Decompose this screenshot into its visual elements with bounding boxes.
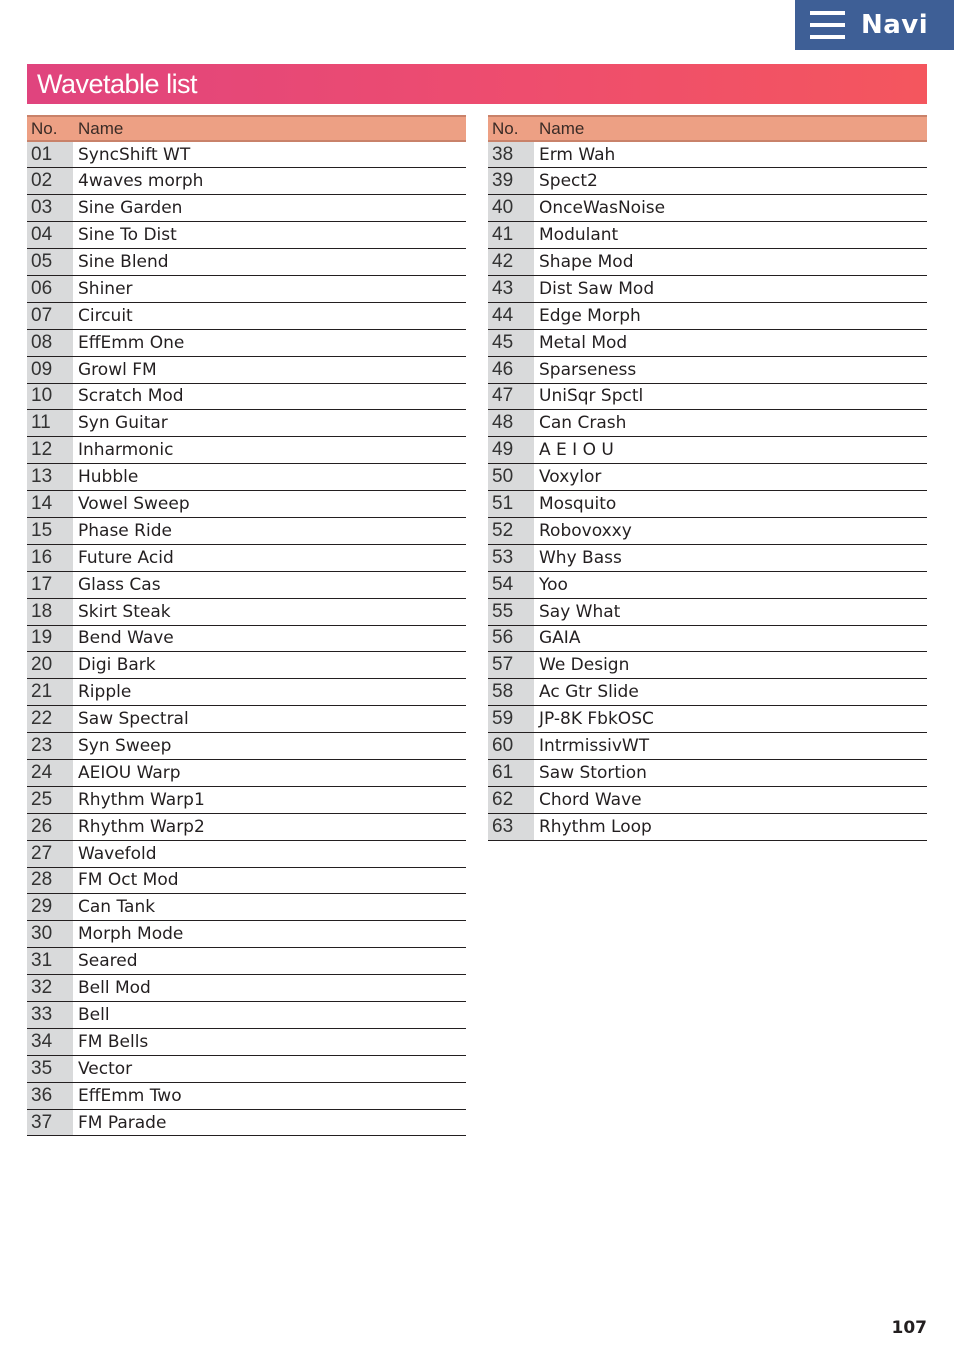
wavetable-number: 31 — [27, 948, 73, 975]
wavetable-number: 54 — [488, 571, 534, 598]
section-title-banner — [27, 64, 927, 104]
wavetable-number: 33 — [27, 1002, 73, 1029]
wavetable-number: 30 — [27, 921, 73, 948]
wavetable-table-right — [488, 115, 927, 841]
wavetable-number: 57 — [488, 652, 534, 679]
table-row — [27, 813, 466, 840]
wavetable-number: 19 — [27, 625, 73, 652]
wavetable-name: Digi Bark — [73, 652, 466, 679]
wavetable-name: Skirt Steak — [73, 598, 466, 625]
wavetable-name: Inharmonic — [73, 437, 466, 464]
wavetable-number: 45 — [488, 329, 534, 356]
wavetable-number: 36 — [27, 1082, 73, 1109]
table-row — [27, 598, 466, 625]
table-row — [27, 195, 466, 222]
wavetable-number: 38 — [488, 141, 534, 168]
wavetable-number: 09 — [27, 356, 73, 383]
wavetable-name: Can Tank — [73, 894, 466, 921]
wavetable-table-left — [27, 115, 466, 1136]
table-row — [27, 544, 466, 571]
wavetable-number: 02 — [27, 168, 73, 195]
navi-button[interactable] — [795, 0, 954, 50]
table-body-right — [488, 141, 927, 840]
wavetable-number: 07 — [27, 302, 73, 329]
table-row — [488, 437, 927, 464]
wavetable-number: 29 — [27, 894, 73, 921]
wavetable-number: 58 — [488, 679, 534, 706]
wavetable-name: Sparseness — [534, 356, 927, 383]
column-header-name: Name — [534, 116, 927, 141]
wavetable-number: 40 — [488, 195, 534, 222]
table-row — [27, 894, 466, 921]
table-row — [488, 759, 927, 786]
wavetable-number: 23 — [27, 733, 73, 760]
wavetable-number: 12 — [27, 437, 73, 464]
table-row — [27, 867, 466, 894]
wavetable-number: 22 — [27, 706, 73, 733]
page-number: 107 — [891, 1318, 927, 1338]
wavetable-number: 21 — [27, 679, 73, 706]
table-row — [488, 222, 927, 249]
table-row — [488, 571, 927, 598]
table-row — [27, 168, 466, 195]
wavetable-number: 47 — [488, 383, 534, 410]
wavetable-name: FM Oct Mod — [73, 867, 466, 894]
wavetable-name: EffEmm Two — [73, 1082, 466, 1109]
wavetable-number: 34 — [27, 1028, 73, 1055]
wavetable-name: FM Bells — [73, 1028, 466, 1055]
wavetable-name: Metal Mod — [534, 329, 927, 356]
wavetable-name: Shape Mod — [534, 249, 927, 276]
wavetable-name: Vector — [73, 1055, 466, 1082]
wavetable-number: 49 — [488, 437, 534, 464]
wavetable-number: 04 — [27, 222, 73, 249]
wavetable-name: Glass Cas — [73, 571, 466, 598]
wavetable-number: 37 — [27, 1109, 73, 1136]
table-row — [27, 329, 466, 356]
table-row — [488, 517, 927, 544]
wavetable-name: Growl FM — [73, 356, 466, 383]
wavetable-name: Ac Gtr Slide — [534, 679, 927, 706]
wavetable-name: Sine Garden — [73, 195, 466, 222]
wavetable-name: We Design — [534, 652, 927, 679]
wavetable-number: 48 — [488, 410, 534, 437]
wavetable-number: 42 — [488, 249, 534, 276]
table-row — [488, 249, 927, 276]
wavetable-name: Modulant — [534, 222, 927, 249]
wavetable-name: Can Crash — [534, 410, 927, 437]
wavetable-number: 55 — [488, 598, 534, 625]
wavetable-name: Rhythm Warp2 — [73, 813, 466, 840]
table-row — [27, 517, 466, 544]
wavetable-number: 17 — [27, 571, 73, 598]
wavetable-number: 56 — [488, 625, 534, 652]
table-row — [488, 733, 927, 760]
table-row — [27, 464, 466, 491]
wavetable-name: Mosquito — [534, 491, 927, 518]
wavetable-number: 53 — [488, 544, 534, 571]
wavetable-name: EffEmm One — [73, 329, 466, 356]
wavetable-name: Dist Saw Mod — [534, 275, 927, 302]
wavetable-number: 27 — [27, 840, 73, 867]
table-row — [27, 948, 466, 975]
wavetable-number: 28 — [27, 867, 73, 894]
table-row — [27, 625, 466, 652]
wavetable-name: Future Acid — [73, 544, 466, 571]
wavetable-name: SyncShift WT — [73, 141, 466, 168]
table-row — [27, 571, 466, 598]
wavetable-number: 03 — [27, 195, 73, 222]
table-row — [27, 356, 466, 383]
table-row — [488, 786, 927, 813]
wavetable-number: 10 — [27, 383, 73, 410]
wavetable-name: Bell — [73, 1002, 466, 1029]
wavetable-number: 44 — [488, 302, 534, 329]
wavetable-name: Saw Stortion — [534, 759, 927, 786]
wavetable-number: 32 — [27, 975, 73, 1002]
column-header-name: Name — [73, 116, 466, 141]
wavetable-name: Saw Spectral — [73, 706, 466, 733]
table-row — [488, 679, 927, 706]
table-row — [27, 437, 466, 464]
wavetable-name: Bell Mod — [73, 975, 466, 1002]
table-row — [27, 302, 466, 329]
table-header-row — [27, 116, 466, 141]
wavetable-name: JP-8K FbkOSC — [534, 706, 927, 733]
wavetable-number: 39 — [488, 168, 534, 195]
table-header-row — [488, 116, 927, 141]
wavetable-name: Ripple — [73, 679, 466, 706]
wavetable-number: 05 — [27, 249, 73, 276]
table-row — [488, 813, 927, 840]
wavetable-name: Scratch Mod — [73, 383, 466, 410]
wavetable-name: Morph Mode — [73, 921, 466, 948]
wavetable-name: OnceWasNoise — [534, 195, 927, 222]
table-row — [488, 706, 927, 733]
wavetable-name: Syn Sweep — [73, 733, 466, 760]
wavetable-name: Say What — [534, 598, 927, 625]
table-row — [27, 733, 466, 760]
wavetable-name: Voxylor — [534, 464, 927, 491]
table-row — [488, 168, 927, 195]
wavetable-name: Yoo — [534, 571, 927, 598]
hamburger-menu-icon — [810, 11, 845, 39]
table-row — [488, 410, 927, 437]
wavetable-number: 11 — [27, 410, 73, 437]
wavetable-number: 18 — [27, 598, 73, 625]
wavetable-number: 16 — [27, 544, 73, 571]
table-row — [27, 652, 466, 679]
wavetable-name: Robovoxxy — [534, 517, 927, 544]
wavetable-number: 50 — [488, 464, 534, 491]
table-row — [488, 625, 927, 652]
wavetable-name: Wavefold — [73, 840, 466, 867]
table-row — [27, 275, 466, 302]
table-row — [27, 679, 466, 706]
wavetable-name: AEIOU Warp — [73, 759, 466, 786]
table-row — [27, 921, 466, 948]
wavetable-name: GAIA — [534, 625, 927, 652]
table-row — [27, 1028, 466, 1055]
table-row — [27, 1002, 466, 1029]
wavetable-number: 24 — [27, 759, 73, 786]
wavetable-number: 43 — [488, 275, 534, 302]
wavetable-number: 35 — [27, 1055, 73, 1082]
wavetable-name: Rhythm Warp1 — [73, 786, 466, 813]
table-row — [488, 491, 927, 518]
wavetable-name: FM Parade — [73, 1109, 466, 1136]
wavetable-number: 25 — [27, 786, 73, 813]
wavetable-number: 01 — [27, 141, 73, 168]
table-row — [27, 383, 466, 410]
table-row — [488, 329, 927, 356]
wavetable-number: 15 — [27, 517, 73, 544]
table-row — [488, 356, 927, 383]
wavetable-number: 62 — [488, 786, 534, 813]
wavetable-number: 60 — [488, 733, 534, 760]
wavetable-name: Circuit — [73, 302, 466, 329]
table-row — [27, 706, 466, 733]
wavetable-name: Chord Wave — [534, 786, 927, 813]
wavetable-number: 20 — [27, 652, 73, 679]
wavetable-number: 26 — [27, 813, 73, 840]
table-row — [27, 222, 466, 249]
wavetable-number: 06 — [27, 275, 73, 302]
wavetable-name: IntrmissivWT — [534, 733, 927, 760]
wavetable-name: Phase Ride — [73, 517, 466, 544]
table-row — [27, 1055, 466, 1082]
table-row — [488, 302, 927, 329]
table-row — [488, 464, 927, 491]
table-row — [27, 141, 466, 168]
wavetable-name: Shiner — [73, 275, 466, 302]
wavetable-name: 4waves morph — [73, 168, 466, 195]
wavetable-number: 08 — [27, 329, 73, 356]
wavetable-name: Erm Wah — [534, 141, 927, 168]
wavetable-number: 13 — [27, 464, 73, 491]
wavetable-name: Seared — [73, 948, 466, 975]
wavetable-number: 14 — [27, 491, 73, 518]
column-header-no: No. — [488, 116, 534, 141]
table-row — [27, 1109, 466, 1136]
wavetable-name: Bend Wave — [73, 625, 466, 652]
table-row — [488, 544, 927, 571]
table-row — [488, 383, 927, 410]
table-body-left — [27, 141, 466, 1136]
wavetable-name: Edge Morph — [534, 302, 927, 329]
table-row — [488, 598, 927, 625]
wavetable-number: 63 — [488, 813, 534, 840]
table-row — [488, 652, 927, 679]
wavetable-name: Why Bass — [534, 544, 927, 571]
table-row — [27, 1082, 466, 1109]
wavetable-number: 61 — [488, 759, 534, 786]
table-row — [27, 840, 466, 867]
wavetable-name: A E I O U — [534, 437, 927, 464]
wavetable-name: Spect2 — [534, 168, 927, 195]
wavetable-name: Hubble — [73, 464, 466, 491]
table-row — [488, 275, 927, 302]
table-row — [488, 195, 927, 222]
table-row — [27, 786, 466, 813]
wavetable-name: Sine To Dist — [73, 222, 466, 249]
wavetable-number: 52 — [488, 517, 534, 544]
wavetable-name: Vowel Sweep — [73, 491, 466, 518]
table-row — [488, 141, 927, 168]
wavetable-name: Rhythm Loop — [534, 813, 927, 840]
table-row — [27, 975, 466, 1002]
wavetable-name: Sine Blend — [73, 249, 466, 276]
table-row — [27, 491, 466, 518]
wavetable-number: 41 — [488, 222, 534, 249]
wavetable-number: 51 — [488, 491, 534, 518]
table-row — [27, 759, 466, 786]
wavetable-number: 59 — [488, 706, 534, 733]
column-header-no: No. — [27, 116, 73, 141]
wavetable-name: Syn Guitar — [73, 410, 466, 437]
navi-label: Navi — [861, 10, 929, 40]
section-title: Wavetable list — [37, 69, 198, 99]
table-row — [27, 410, 466, 437]
table-row — [27, 249, 466, 276]
wavetable-number: 46 — [488, 356, 534, 383]
wavetable-name: UniSqr Spctl — [534, 383, 927, 410]
